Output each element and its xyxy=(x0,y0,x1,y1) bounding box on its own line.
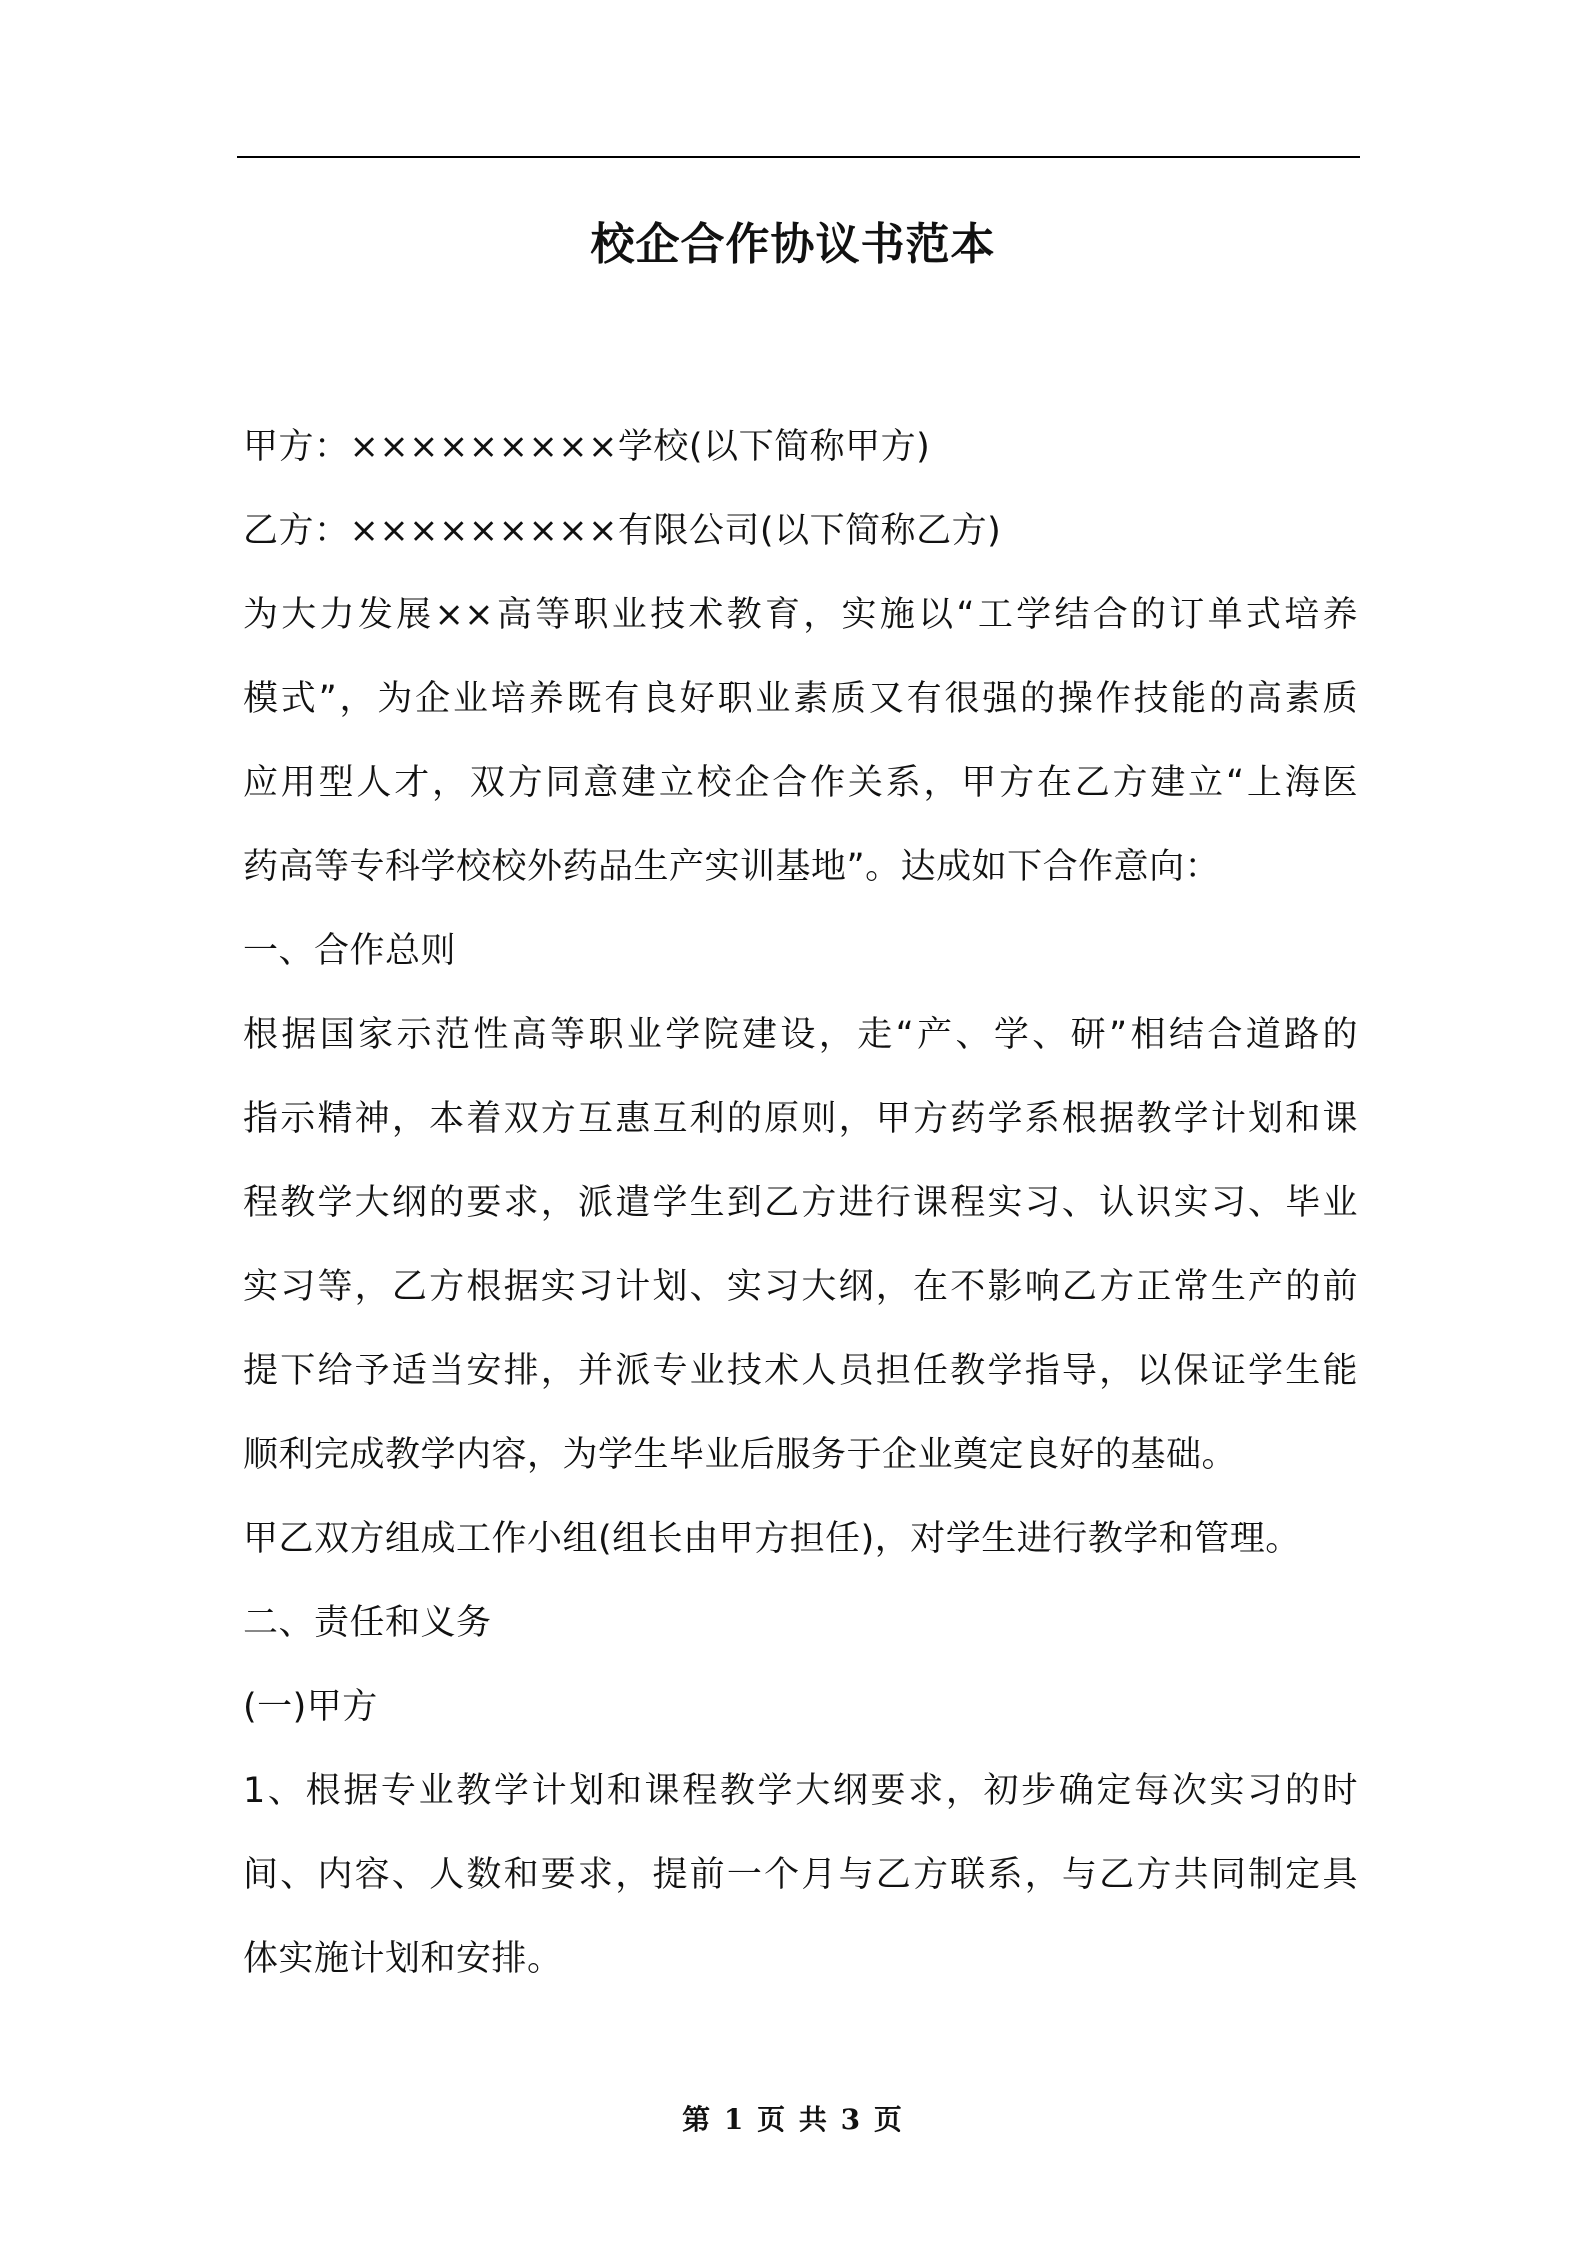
text-line: 提下给予适当安排，并派专业技术人员担任教学指导，以保证学生能 xyxy=(243,1351,1358,1391)
text-line: 模式”，为企业培养既有良好职业素质又有很强的操作技能的高素质 xyxy=(243,679,1358,719)
document-title: 校企合作协议书范本 xyxy=(590,219,996,270)
text-line: 程教学大纲的要求，派遣学生到乙方进行课程实习、认识实习、毕业 xyxy=(243,1183,1358,1223)
text-line: 为大力发展××高等职业技术教育，实施以“工学结合的订单式培养 xyxy=(243,595,1358,635)
text-line: 顺利完成教学内容，为学生毕业后服务于企业奠定良好的基础。 xyxy=(243,1435,1238,1475)
text-line: 药高等专科学校校外药品生产实训基地”。达成如下合作意向： xyxy=(243,847,1221,887)
text-line: 间、内容、人数和要求，提前一个月与乙方联系，与乙方共同制定具 xyxy=(243,1855,1358,1895)
document-body xyxy=(243,405,1358,2001)
text-line: 体实施计划和安排。 xyxy=(243,1939,563,1979)
header-rule xyxy=(237,156,1360,158)
text-line: 甲方：×××××××××学校(以下简称甲方) xyxy=(243,427,931,467)
page-footer: 第 1 页 共 3 页 xyxy=(682,2103,904,2136)
text-line: 根据国家示范性高等职业学院建设，走“产、学、研”相结合道路的 xyxy=(243,1015,1358,1055)
text-line: 二、责任和义务 xyxy=(243,1603,492,1643)
text-line: (一)甲方 xyxy=(243,1687,378,1727)
text-line: 指示精神，本着双方互惠互利的原则，甲方药学系根据教学计划和课 xyxy=(243,1099,1358,1139)
text-line: 乙方：×××××××××有限公司(以下简称乙方) xyxy=(243,511,1002,551)
text-line: 一、合作总则 xyxy=(243,931,457,971)
text-line: 甲乙双方组成工作小组(组长由甲方担任)，对学生进行教学和管理。 xyxy=(243,1519,1301,1559)
text-line: 应用型人才，双方同意建立校企合作关系，甲方在乙方建立“上海医 xyxy=(243,763,1358,803)
text-line: 实习等，乙方根据实习计划、实习大纲，在不影响乙方正常生产的前 xyxy=(243,1267,1358,1307)
text-line: 1、根据专业教学计划和课程教学大纲要求，初步确定每次实习的时 xyxy=(243,1771,1358,1811)
